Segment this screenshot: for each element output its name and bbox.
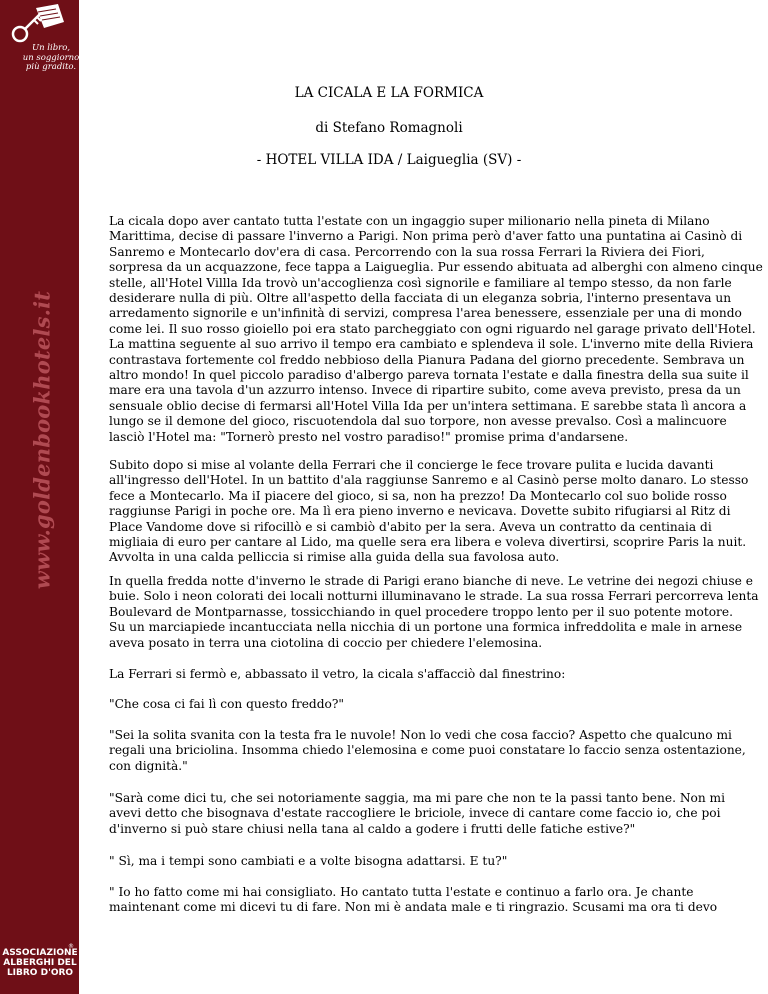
sidebar-banner <box>0 0 79 994</box>
paragraph-line: contrastava fortemente col freddo nebbioso della Pianura Padana del giorno precedente. Sembrava un <box>109 352 745 367</box>
paragraph-line: lasciò l'Hotel ma: "Tornerò presto nel vostro paradiso!" promise prima d'andarsene. <box>109 429 629 444</box>
document-hotel: - HOTEL VILLA IDA / Laigueglia (SV) - <box>256 152 522 168</box>
paragraph-line: con dignità." <box>109 758 188 773</box>
association-logo-line: ASSOCIAZIONE <box>2 948 78 958</box>
paragraph-line: maintenant come mi dicevi tu di fare. Non mi è andata male e ti ringrazio. Scusami ma ora ti devo <box>109 900 718 915</box>
paragraph-line: stelle, all'Hotel Villla Ida trovò un'accoglienza così signorile e familiare al tempo stesso, da non farle <box>109 275 732 290</box>
association-logo <box>2 943 78 978</box>
paragraph-line: avevi detto che bisognava d'estate raccogliere le briciole, invece di cantare come faccio io, che poi <box>109 806 721 821</box>
paragraph <box>109 697 669 712</box>
tagline-line: più gradito. <box>25 62 77 72</box>
paragraph-line: lungo se il demone del gioco, riscuotendola dal suo torpore, non avesse prevalso. Così a malincuore <box>109 414 727 429</box>
paragraph-line: arredamento signorile e un'infinità di servizi, compresa l'area benessere, essenziale per una di mondo <box>109 306 742 321</box>
paragraph-line: sorpresa da un acquazzone, fece tappa a Laigueglia. Pur essendo abituata ad alberghi con almeno cinque <box>109 260 763 275</box>
paragraph-line: La mattina seguente al suo arrivo il tempo era cambiato e splendeva il sole. L'inverno mite della Riviera <box>109 337 754 352</box>
paragraph-line: "Sarà come dici tu, che sei notoriamente saggia, ma mi pare che non te la passi tanto bene. Non mi <box>109 791 726 805</box>
paragraph-line: desiderare nulla di più. Oltre all'aspetto della facciata di un eleganza sobria, l'interno presentava un <box>109 291 732 306</box>
paragraph-line: all'ingresso dell'Hotel. In un battito d'ala raggiunse Sanremo e al Casinò perse molto danaro. Lo stesso <box>109 473 749 488</box>
paragraph-line: regali una briciolina. Insomma chiedo l'elemosina e come puoi constatare lo faccio senza ostentazione, <box>109 743 746 758</box>
website-url[interactable]: www.goldenbookhotels.it <box>29 290 55 590</box>
registered-mark: ® <box>68 943 74 950</box>
paragraph-line: d'inverno si può stare chiusi nella tana al caldo a godere i frutti delle fatiche estive?" <box>109 821 636 836</box>
paragraph <box>109 854 669 869</box>
paragraph-line: mare era una tavola d'un azzurro intenso. Invece di ripartire subito, come aveva previsto, presa da un <box>109 383 741 398</box>
paragraph <box>109 667 669 682</box>
paragraph <box>109 458 749 566</box>
paragraph-line: " Sì, ma i tempi sono cambiati e a volte bisogna adattarsi. E tu?" <box>109 854 508 868</box>
paragraph <box>109 791 726 837</box>
paragraph-line: altro mondo! In quel piccolo paradiso d'albergo pareva tornata l'estate e dalla finestra della sua suite il <box>109 368 749 383</box>
paragraph-line: sensuale oblio decise di fermarsi all'Hotel Villa Ida per un'intera settimana. E sarebbe stata lì ancora a <box>109 398 747 413</box>
paragraph <box>109 214 763 445</box>
golden-book-logo <box>4 2 80 88</box>
association-logo-line: ALBERGHI DEL <box>3 958 77 968</box>
tagline-line: un soggiorno <box>22 52 80 63</box>
paragraph-line: Avvolta in una calda pelliccia si rimise alla guida della sua favolosa auto. <box>109 550 560 565</box>
paragraph-line: migliaia di euro per cantare al Lido, ma quelle sera era libera e voleva divertirsi, scoprire Paris la nuit. <box>109 535 747 550</box>
paragraph-line: La cicala dopo aver cantato tutta l'estate con un ingaggio super milionario nella pineta di Milano <box>109 214 710 228</box>
paragraph-line: La Ferrari si fermò e, abbassato il vetro, la cicala s'affacciò dal finestrino: <box>109 667 566 681</box>
document-title: LA CICALA E LA FORMICA <box>294 85 484 101</box>
paragraph-line: raggiunse Parigi in poche ore. Ma lì era pieno inverno e nevicava. Dovette subito rifugiarsi al Ritz di <box>109 504 731 519</box>
association-logo-line: LIBRO D'ORO <box>6 968 74 978</box>
paragraph <box>109 728 746 774</box>
tagline <box>22 44 80 73</box>
paragraph <box>109 885 718 916</box>
paragraph-line: Boulevard de Montparnasse, tossicchiando in quel procedere troppo lento per il suo potente motore. <box>109 604 733 619</box>
paragraph-line: aveva posato in terra una ciotolina di coccio per chiedere l'elemosina. <box>109 635 543 650</box>
paragraph <box>109 574 759 651</box>
paragraph-line: "Sei la solita svanita con la testa fra le nuvole! Non lo vedi che cosa faccio? Aspetto che qualcuno mi <box>109 728 732 742</box>
paragraph-line: fece a Montecarlo. Ma iI piacere del gioco, si sa, non ha prezzo! Da Montecarlo col suo bolide rosso <box>109 488 727 503</box>
paragraph-line: Sanremo e Montecarlo dov'era di casa. Percorrendo con la sua rossa Ferrari la Riviera dei Fiori, <box>109 244 705 259</box>
paragraph-line: buie. Solo i neon colorati dei locali notturni illuminavano le strade. La sua rossa Ferrari percorreva lenta <box>109 589 759 604</box>
paragraph-line: In quella fredda notte d'inverno le strade di Parigi erano bianche di neve. Le vetrine dei negozi chiuse e <box>109 574 753 588</box>
paragraph-line: come lei. Il suo rosso gioiello poi era stato parcheggiato con ogni riguardo nel garage privato dell'Hotel. <box>109 321 756 336</box>
paragraph-line: " Io ho fatto come mi hai consigliato. Ho cantato tutta l'estate e continuo a farlo ora. Je chante <box>109 885 694 899</box>
document-author: di Stefano Romagnoli <box>315 120 463 136</box>
paragraph-line: "Che cosa ci fai lì con questo freddo?" <box>109 697 344 711</box>
book-key-icon <box>6 2 70 48</box>
paragraph-line: Su un marciapiede incantucciata nella nicchia di un portone una formica infreddolita e male in arnese <box>109 620 743 635</box>
tagline-line: Un libro, <box>31 43 71 53</box>
paragraph-line: Place Vandome dove si rifocillò e si cambiò d'abito per la sera. Aveva un contratto da centinaia di <box>109 519 712 534</box>
paragraph-line: Subito dopo si mise al volante della Ferrari che il concierge le fece trovare pulita e lucida davanti <box>109 458 714 472</box>
paragraph-line: Marittima, decise di passare l'inverno a Parigi. Non prima però d'aver fatto una puntatina ai Casinò di <box>109 229 743 244</box>
